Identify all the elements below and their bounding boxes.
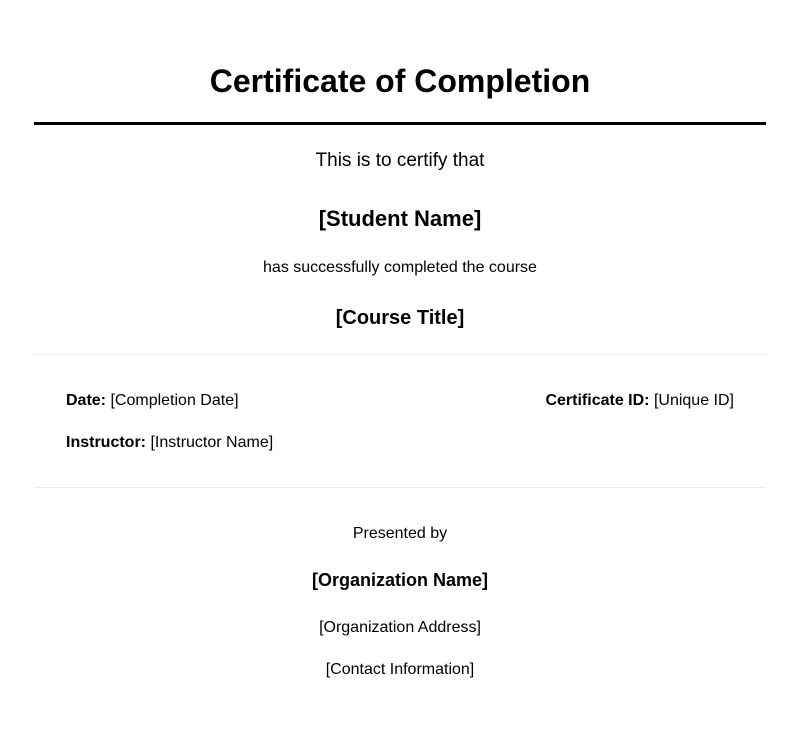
title-divider xyxy=(34,122,766,125)
contact-information: [Contact Information] xyxy=(325,661,475,678)
course-title: [Course Title] xyxy=(335,307,465,329)
certify-text: This is to certify that xyxy=(315,150,485,171)
details-bottom-divider xyxy=(34,487,766,488)
completed-text: has successfully completed the course xyxy=(263,259,537,276)
details-top-divider xyxy=(34,354,766,355)
date-label: Date: xyxy=(66,392,107,409)
certificate-id-label: Certificate ID: xyxy=(545,392,650,409)
certificate-id-value: [Unique ID] xyxy=(653,392,734,409)
instructor-value: [Instructor Name] xyxy=(150,434,274,451)
organization-name: [Organization Name] xyxy=(311,570,489,590)
instructor-field xyxy=(66,433,273,453)
certificate-title: Certificate of Completion xyxy=(209,63,591,99)
certificate-id-field xyxy=(545,391,734,411)
presented-by-text: Presented by xyxy=(352,525,448,542)
date-value: [Completion Date] xyxy=(110,392,239,409)
student-name: [Student Name] xyxy=(318,206,482,231)
organization-address: [Organization Address] xyxy=(319,619,481,636)
instructor-label: Instructor: xyxy=(66,434,146,451)
date-field xyxy=(66,391,239,411)
